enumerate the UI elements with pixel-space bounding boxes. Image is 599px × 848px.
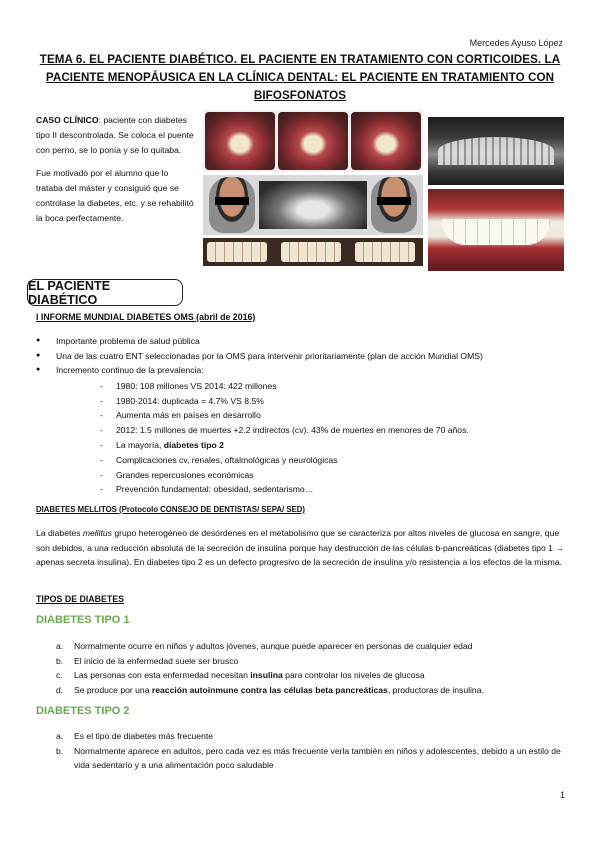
- list-item: [36, 639, 566, 654]
- list-bold: reacción autoinmune contra las células beta pancreáticas: [151, 684, 388, 695]
- panoramic-xray-large: [428, 117, 564, 185]
- list-text: para controlar los niveles de glucosa: [282, 670, 425, 681]
- intraoral-photo: [205, 112, 275, 170]
- tipo2-list: [36, 729, 566, 773]
- list-marker: d.: [56, 684, 64, 695]
- list-marker: a.: [56, 641, 64, 651]
- dash-item: - Aumenta más en países en desarrollo: [100, 408, 566, 423]
- tipo1-list: [36, 639, 566, 697]
- restored-teeth: [442, 219, 550, 245]
- case-label: CASO CLÍNICO: [36, 115, 99, 125]
- case-paragraph-2: Fue motivado por el alumno que lo trataba del máster y consiguió que se controlase la diabetes, etc. y se rehabilitó la boca perfectamente.: [36, 168, 194, 223]
- informe-heading: I INFORME MUNDIAL DIABETES OMS (abril de 2016): [36, 312, 256, 322]
- list-item: [36, 668, 566, 683]
- dash-item: - Complicaciones cv, renales, oftalmológicas y neurológicas: [100, 453, 566, 468]
- eye-censor-bar: [377, 197, 411, 205]
- page-number: 1: [559, 790, 565, 800]
- bullet-item: [36, 363, 566, 497]
- xray-dental-arch: [438, 137, 554, 165]
- dash-bold: diabetes tipo 2: [163, 439, 224, 450]
- panoramic-xray-small: [259, 181, 367, 229]
- dash-text: La mayoría,: [116, 439, 164, 450]
- restored-smile-photo: [428, 189, 564, 271]
- author-name: Mercedes Ayuso López: [469, 38, 563, 48]
- informe-bullet-list: [36, 334, 566, 497]
- title-line-1: TEMA 6. EL PACIENTE DIABÉTICO. EL PACIENTE EN TRATAMIENTO CON CORTICOIDES. LA: [39, 53, 561, 66]
- occlusal-photo: [207, 242, 267, 262]
- title-line-2: PACIENTE MENOPÁUSICA EN LA CLÍNICA DENTAL: EL PACIENTE EN TRATAMIENTO CON: [45, 71, 555, 84]
- section-title: EL PACIENTE DIABÉTICO: [28, 278, 111, 307]
- list-item: [36, 729, 566, 744]
- bullet-text: Incremento continuo de la prevalencia:: [56, 365, 204, 376]
- occlusal-photo: [355, 242, 415, 262]
- eye-censor-bar: [215, 197, 249, 205]
- occlusal-photo: [281, 242, 341, 262]
- para-text: La diabetes: [36, 528, 83, 538]
- bullet-item: ● Importante problema de salud pública: [36, 334, 566, 349]
- dash-item: - 1980: 108 millones VS 2014: 422 millones: [100, 379, 566, 394]
- case-paragraph-1: [36, 113, 196, 157]
- mellitus-paragraph: [36, 526, 566, 570]
- list-marker: b.: [56, 745, 64, 756]
- list-bold: insulina: [250, 670, 283, 681]
- list-text: , productoras de insulina.: [387, 684, 484, 695]
- list-text: Se produce por una: [74, 684, 152, 695]
- list-item: [36, 744, 566, 773]
- intraoral-photo: [351, 112, 421, 170]
- tipo2-heading: DIABETES TIPO 2: [36, 705, 130, 717]
- document-title: [34, 51, 566, 105]
- dash-item: - 2012: 1.5 millones de muertes +2.2 indirectos (cv). 43% de muertes en menores de 70 años.: [100, 423, 566, 438]
- intraoral-photo: [278, 112, 348, 170]
- prevalence-dash-list: [100, 378, 566, 497]
- patient-portraits-and-xray: [203, 175, 423, 235]
- list-marker: a.: [56, 731, 64, 741]
- list-marker: b.: [56, 655, 64, 666]
- intraoral-photos-row: [203, 110, 423, 172]
- list-text: El inicio de la enfermedad suele ser brusco: [74, 655, 239, 666]
- title-line-3: BIFOSFONATOS: [253, 89, 347, 102]
- list-text: Normalmente ocurre en niños y adultos jóvenes, aunque puede aparecer en personas de cualquier edad: [74, 641, 473, 651]
- list-marker: c.: [56, 670, 63, 681]
- list-item: [36, 654, 566, 669]
- para-text: grupo heterogéneo de desórdenes en el metabolismo que se caracteriza por altos niveles de glucosa en sangre, que son debidos, a una reducción absoluta de la secreción de insulina porque hay destrucción de las células b-pancreáticas (diabetes tipo 1 → apenas secreta insulina). En diabetes tipo 2 es un defecto progresivo de la secreción de insulina y/o resistencia a los efectos de la misma.: [36, 528, 564, 568]
- tipos-heading: TIPOS DE DIABETES: [36, 594, 124, 604]
- list-text: Es el tipo de diabetes más frecuente: [74, 731, 214, 741]
- list-item: [36, 683, 566, 698]
- bullet-item: ● Una de las cuatro ENT seleccionadas por la OMS para intervenir prioritariamente (plan de acción Mundial OMS): [36, 349, 566, 364]
- section-title-box: [27, 279, 183, 306]
- para-italic: mellitus: [82, 528, 112, 538]
- dash-item: [100, 438, 566, 453]
- list-text: Las personas con esta enfermedad necesitan: [74, 670, 251, 681]
- dash-item: - Grandes repercusiones económicas: [100, 468, 566, 483]
- case-text-1: : paciente con diabetes tipo II descontrolada. Se coloca el puente con perno, se lo ponía y se lo quitaba.: [36, 115, 194, 155]
- tipo1-heading: DIABETES TIPO 1: [36, 614, 130, 626]
- occlusal-photos-row: [203, 238, 423, 266]
- dash-item: - 1980-2014: duplicada = 4.7% VS 8.5%: [100, 394, 566, 409]
- patient-portrait-profile: [209, 177, 255, 233]
- list-text: Normalmente aparece en adultos, pero cada vez es más frecuente verla también en niños y adolescentes, debido a un estilo de vida sedentario y a una alimentación poco saludable: [74, 745, 561, 771]
- mellitus-heading: [36, 504, 305, 514]
- patient-portrait-front: [371, 177, 417, 233]
- clinical-case: [36, 113, 196, 235]
- mellitus-heading-text: DIABETES MELLITOS (Protocolo CONSEJO DE DENTISTAS/ SEPA/ SED): [36, 505, 306, 514]
- dash-item: - Prevención fundamental: obesidad, sedentarismo…: [100, 482, 566, 497]
